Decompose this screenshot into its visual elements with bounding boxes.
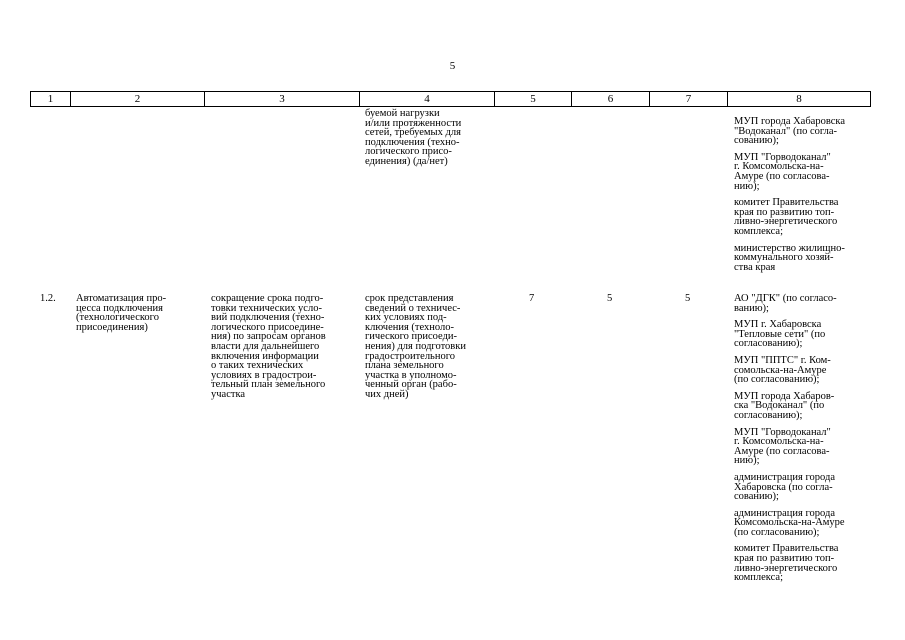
header-col-4: 4: [360, 92, 495, 106]
continued-col8-item: комитет Правительства края по развитию топ- ливно-энергетического комплекса;: [734, 197, 839, 237]
row-value-col7: 5: [685, 293, 691, 304]
header-col-7: 7: [650, 92, 728, 106]
responsible-item: комитет Правительства края по развитию топ- ливно-энергетического комплекса;: [734, 543, 839, 584]
header-col-6: 6: [572, 92, 650, 106]
continued-col8-item: министерство жилищно- коммунального хозяй- ства края: [734, 242, 845, 273]
responsible-item: МУП города Хабаров- ска "Водоканал" (по согласованию);: [734, 390, 835, 421]
row-number: 1.2.: [40, 293, 56, 304]
responsible-item: МУП "Горводоканал" г. Комсомольска-на- Амуре (по согласова- нию);: [734, 426, 831, 467]
header-col-1: 1: [31, 92, 71, 106]
header-col-2: 2: [71, 92, 205, 106]
row-value-col5: 7: [529, 293, 535, 304]
row-indicator: срок представления сведений о техничес- ких условиях под- ключения (техноло- гического присоеди- нения) для подготовки градостроительного плана земельного участка в уполномо- ченный орган (рабо- чих дней): [365, 293, 466, 400]
responsible-item: АО "ДГК" (по согласо- ванию);: [734, 293, 837, 314]
continued-col8-list: [734, 117, 872, 279]
continued-col4-text: буемой нагрузки и/или протяженности сетей, требуемых для подключения (техно- логического присо- единения) (да/нет): [365, 108, 462, 167]
row-expected-result: сокращение срока подго- товки технических усло- вий подключения (техно- логического присоедине- ния) по запросам органов власти для дальнейшего включения информации о таких технических условиях в градострои- тельный план земельного участка: [211, 293, 326, 400]
continued-col8-item: МУП "Горводоканал" г. Комсомольска-на- Амуре (по согласова- нию);: [734, 151, 831, 192]
header-col-3: 3: [205, 92, 360, 106]
responsible-item: МУП г. Хабаровска "Тепловые сети" (по согласованию);: [734, 319, 826, 350]
continued-col8-item: МУП города Хабаровска "Водоканал" (по согла- сованию);: [734, 116, 846, 147]
table-header-row: [30, 91, 871, 107]
row-measure-name: Автоматизация про- цесса подключения (технологического присоединения): [76, 293, 167, 333]
header-col-8: 8: [796, 93, 802, 105]
responsible-item: администрация города Хабаровска (по согла- сованию);: [734, 471, 835, 503]
responsible-item: МУП "ППТС" г. Ком- сомольска-на-Амуре (по согласованию);: [734, 354, 831, 386]
row-responsible-list: [734, 294, 872, 590]
responsible-item: администрация города Комсомольска-на-Амуре (по согласованию);: [734, 507, 845, 538]
row-value-col6: 5: [607, 293, 613, 304]
header-col-5: 5: [495, 92, 572, 106]
page-number: 5: [449, 60, 456, 72]
